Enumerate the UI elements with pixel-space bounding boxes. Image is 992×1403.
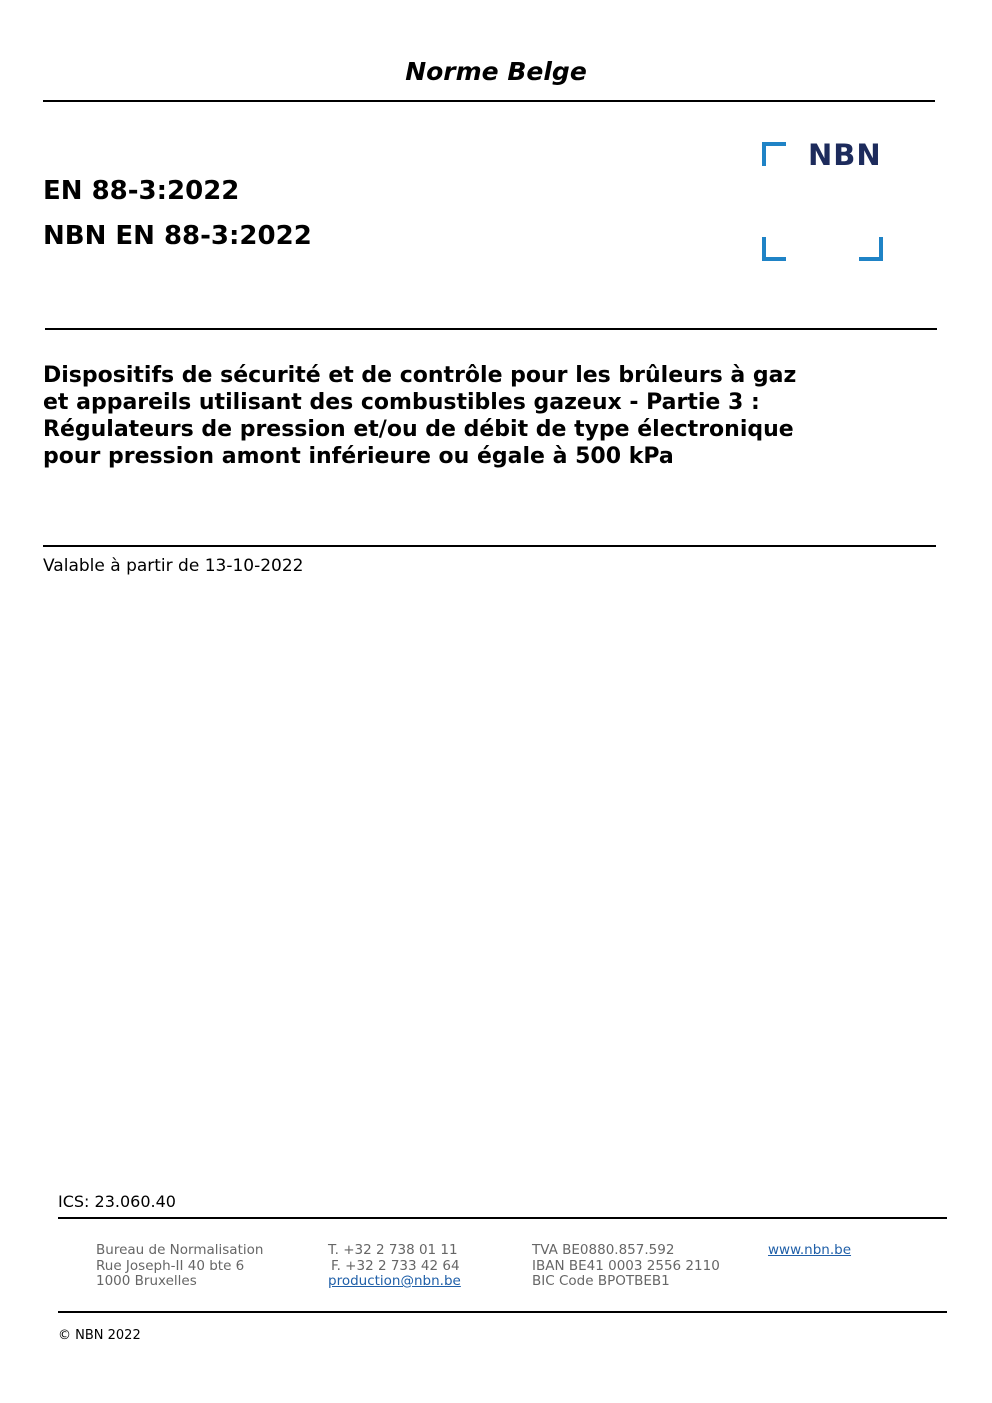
title-line: Dispositifs de sécurité et de contrôle pour les brûleurs à gaz <box>43 363 797 388</box>
address-line: Bureau de Normalisation <box>96 1242 264 1258</box>
footer-address <box>96 1243 263 1290</box>
vat-number: TVA BE0880.857.592 <box>532 1242 675 1258</box>
footer-divider-bottom <box>58 1311 947 1313</box>
section-divider-bottom <box>43 545 936 547</box>
logo-corner-bottom-left-h <box>762 257 786 261</box>
bic-code: BIC Code BPOTBEB1 <box>532 1273 670 1289</box>
fax-number: F. +32 2 733 42 64 <box>331 1257 460 1274</box>
logo-corner-top-left-v <box>762 142 766 166</box>
email-link[interactable]: production@nbn.be <box>328 1273 461 1289</box>
validity-date: Valable à partir de 13-10-2022 <box>43 556 304 576</box>
footer-contact <box>328 1243 461 1290</box>
nbn-standard-number: NBN EN 88-3:2022 <box>43 221 312 251</box>
website-link[interactable]: www.nbn.be <box>768 1242 852 1258</box>
iban-number: IBAN BE41 0003 2556 2110 <box>532 1257 720 1274</box>
title-line: et appareils utilisant des combustibles gazeux - Partie 3 : <box>43 390 760 415</box>
address-line: 1000 Bruxelles <box>96 1273 197 1289</box>
footer-website <box>768 1243 851 1259</box>
document-title <box>43 362 913 470</box>
footer-banking <box>532 1243 720 1290</box>
section-divider-top <box>45 328 937 330</box>
address-line: Rue Joseph-II 40 bte 6 <box>96 1257 245 1274</box>
copyright-notice: © NBN 2022 <box>58 1328 141 1343</box>
phone-number: T. +32 2 738 01 11 <box>328 1242 458 1258</box>
footer-divider-top <box>58 1217 947 1219</box>
en-standard-number: EN 88-3:2022 <box>43 176 240 206</box>
document-header-title: Norme Belge <box>405 57 587 86</box>
ics-code: ICS: 23.060.40 <box>58 1192 176 1211</box>
nbn-logo <box>762 138 884 262</box>
header-divider <box>43 100 935 102</box>
logo-corner-bottom-right-h <box>859 257 883 261</box>
title-line: pour pression amont inférieure ou égale à 500 kPa <box>43 444 674 469</box>
logo-text: NBN <box>808 138 882 172</box>
title-line: Régulateurs de pression et/ou de débit de type électronique <box>43 417 794 442</box>
